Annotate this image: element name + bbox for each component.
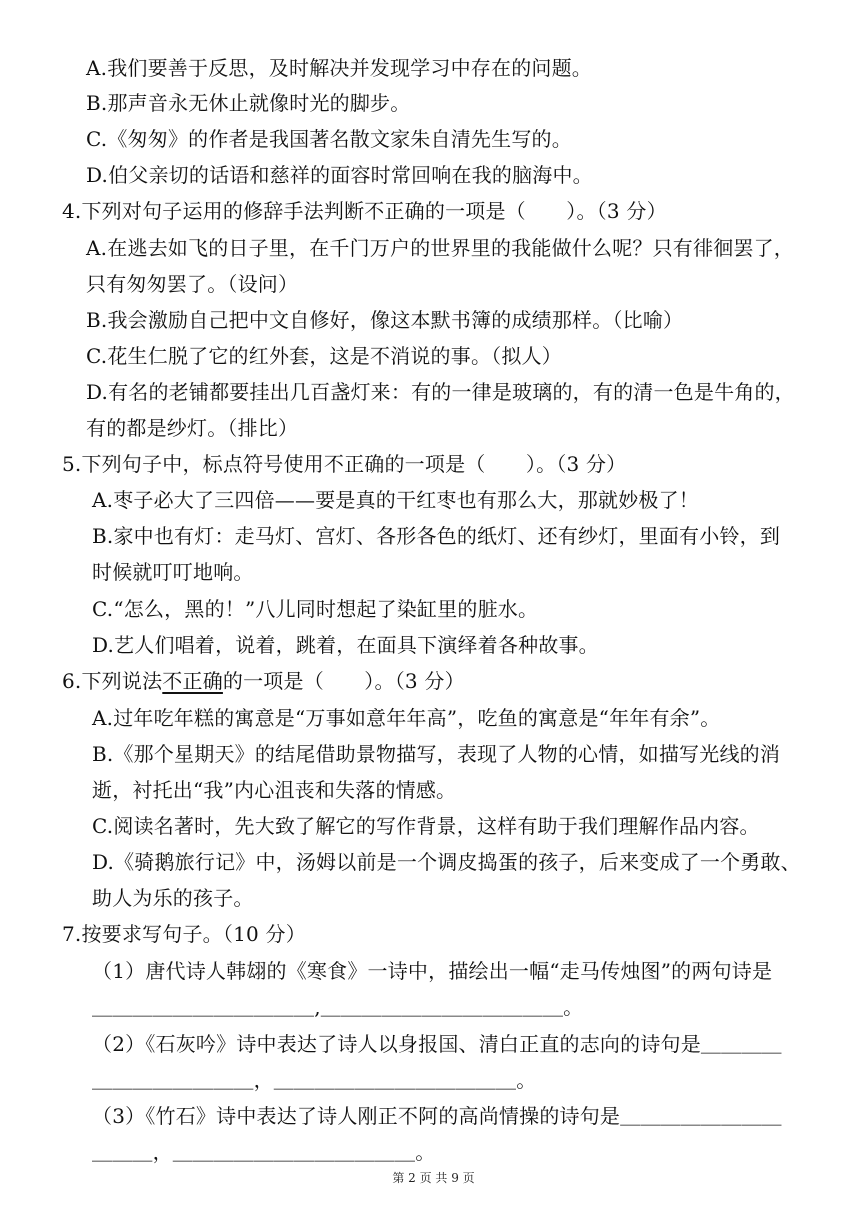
- q6-stem-emphasis: 不正确: [162, 669, 223, 693]
- q5-option-c: C.“怎么，黑的！”八儿同时想起了染缸里的脏水。: [92, 597, 539, 621]
- page-number-footer: 第 2 页 共 9 页: [392, 1171, 475, 1185]
- q7-stem: 7.按要求写句子。（10 分）: [62, 922, 306, 946]
- q4-option-d-line1: D.有名的老铺都要挂出几百盏灯来：有的一律是玻璃的，有的清一色是牛角的，: [86, 380, 795, 404]
- q3-option-c: C.《匆匆》的作者是我国著名散文家朱自清先生写的。: [86, 127, 572, 151]
- q7-part2-line1: （2）《石灰吟》诗中表达了诗人以身报国、清白正直的志向的诗句是＿＿＿＿: [92, 1032, 782, 1056]
- q6-stem: [62, 667, 465, 695]
- q6-option-d-line1: D.《骑鹅旅行记》中，汤姆以前是一个调皮捣蛋的孩子，后来变成了一个勇敢、: [92, 850, 801, 874]
- q6-option-b-line2: 逝，衬托出“我”内心沮丧和失落的情感。: [92, 778, 457, 802]
- q6-option-a: A.过年吃年糕的寓意是“万事如意年年高”，吃鱼的寓意是“年年有余”。: [92, 706, 721, 730]
- q7-part3-line1: （3）《竹石》诗中表达了诗人刚正不阿的高尚情操的诗句是＿＿＿＿＿＿＿＿: [92, 1104, 782, 1128]
- q6-option-b-line1: B.《那个星期天》的结尾借助景物描写，表现了人物的心情，如描写光线的消: [92, 742, 781, 766]
- q6-stem-suffix: 的一项是（ ）。（3 分）: [222, 669, 465, 693]
- q7-part2-blank-line: ＿＿＿＿＿＿＿＿，＿＿＿＿＿＿＿＿＿＿＿＿。: [92, 1068, 537, 1092]
- q4-stem: 4.下列对句子运用的修辞手法判断不正确的一项是（ ）。（3 分）: [62, 199, 667, 223]
- q4-option-a-line2: 只有匆匆罢了。（设问）: [86, 272, 299, 296]
- q6-option-d-line2: 助人为乐的孩子。: [92, 886, 254, 910]
- q3-option-d: D.伯父亲切的话语和慈祥的面容时常回响在我的脑海中。: [86, 163, 593, 187]
- q7-part1-blank-line: ＿＿＿＿＿＿＿＿＿＿＿,＿＿＿＿＿＿＿＿＿＿＿＿。: [92, 995, 584, 1019]
- q4-option-d-line2: 有的都是纱灯。（排比）: [86, 416, 299, 440]
- q4-option-b: B.我会激励自己把中文自修好，像这本默书簿的成绩那样。（比喻）: [86, 308, 684, 332]
- q5-option-b-line1: B.家中也有灯：走马灯、宫灯、各形各色的纸灯、还有纱灯，里面有小铃，到: [92, 524, 781, 548]
- q3-option-b: B.那声音永无休止就像时光的脚步。: [86, 91, 411, 115]
- q6-stem-prefix: 6.下列说法: [62, 669, 163, 693]
- q5-option-a: A.枣子必大了三四倍——要是真的干红枣也有那么大，那就妙极了！: [92, 488, 700, 512]
- q7-part1-line1: （1）唐代诗人韩翃的《寒食》一诗中，描绘出一幅“走马传烛图”的两句诗是: [92, 959, 773, 983]
- q5-stem: 5.下列句子中，标点符号使用不正确的一项是（ ）。（3 分）: [62, 452, 627, 476]
- q6-option-c: C.阅读名著时，先大致了解它的写作背景，这样有助于我们理解作品内容。: [92, 814, 760, 838]
- q5-option-b-line2: 时候就叮叮地响。: [92, 560, 254, 584]
- q4-option-c: C.花生仁脱了它的红外套，这是不消说的事。（拟人）: [86, 344, 562, 368]
- q7-part3-blank-line: ＿＿＿，＿＿＿＿＿＿＿＿＿＿＿＿。: [92, 1140, 436, 1164]
- q5-option-d: D.艺人们唱着，说着，跳着，在面具下演绎着各种故事。: [92, 633, 599, 657]
- q4-option-a-line1: A.在逃去如飞的日子里，在千门万户的世界里的我能做什么呢？只有徘徊罢了，: [86, 236, 795, 260]
- q3-option-a: A.我们要善于反思，及时解决并发现学习中存在的问题。: [86, 56, 593, 80]
